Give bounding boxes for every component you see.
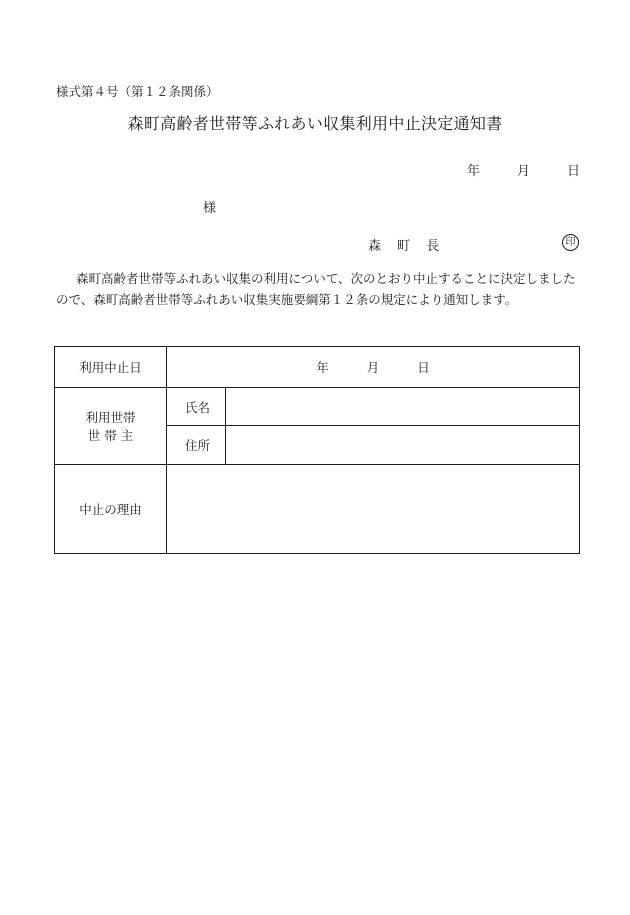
stop-date-month: 月 — [366, 360, 380, 375]
document-title: 森町高齢者世帯等ふれあい収集利用中止決定通知書 — [127, 114, 503, 133]
date-year: 年 — [467, 164, 481, 179]
reason-label: 中止の理由 — [55, 465, 167, 554]
stop-date-value[interactable] — [167, 347, 580, 388]
reason-field[interactable] — [167, 465, 580, 554]
stop-date-day: 日 — [417, 360, 430, 375]
form-number: 様式第４号（第１２条関係） — [56, 84, 219, 99]
address-label: 住所 — [167, 426, 226, 465]
name-field[interactable] — [226, 388, 580, 426]
date-day: 日 — [567, 164, 581, 179]
notice-body: 森町高齢者世帯等ふれあい収集の利用について、次のとおり中止することに決定しましたので、森町高齢者世帯等ふれあい収集実施要綱第１２条の規定により通知します。 — [56, 271, 576, 307]
stop-date-row — [55, 347, 580, 388]
address-field[interactable] — [226, 426, 580, 465]
notice-table — [54, 346, 580, 554]
issuer-name: 森 町 長 — [368, 239, 446, 254]
stop-date-label: 利用中止日 — [55, 347, 167, 388]
stop-date-year: 年 — [316, 360, 329, 375]
household-label-line2: 世 帯 主 — [87, 428, 134, 443]
name-label: 氏名 — [167, 388, 226, 426]
household-label-line1: 利用世帯 — [85, 410, 136, 425]
addressee-honorific: 様 — [203, 201, 217, 216]
name-row — [55, 388, 580, 426]
date-month: 月 — [517, 164, 531, 179]
reason-row — [55, 465, 580, 554]
household-head-label — [55, 388, 167, 465]
seal-mark: 印 — [562, 234, 579, 251]
